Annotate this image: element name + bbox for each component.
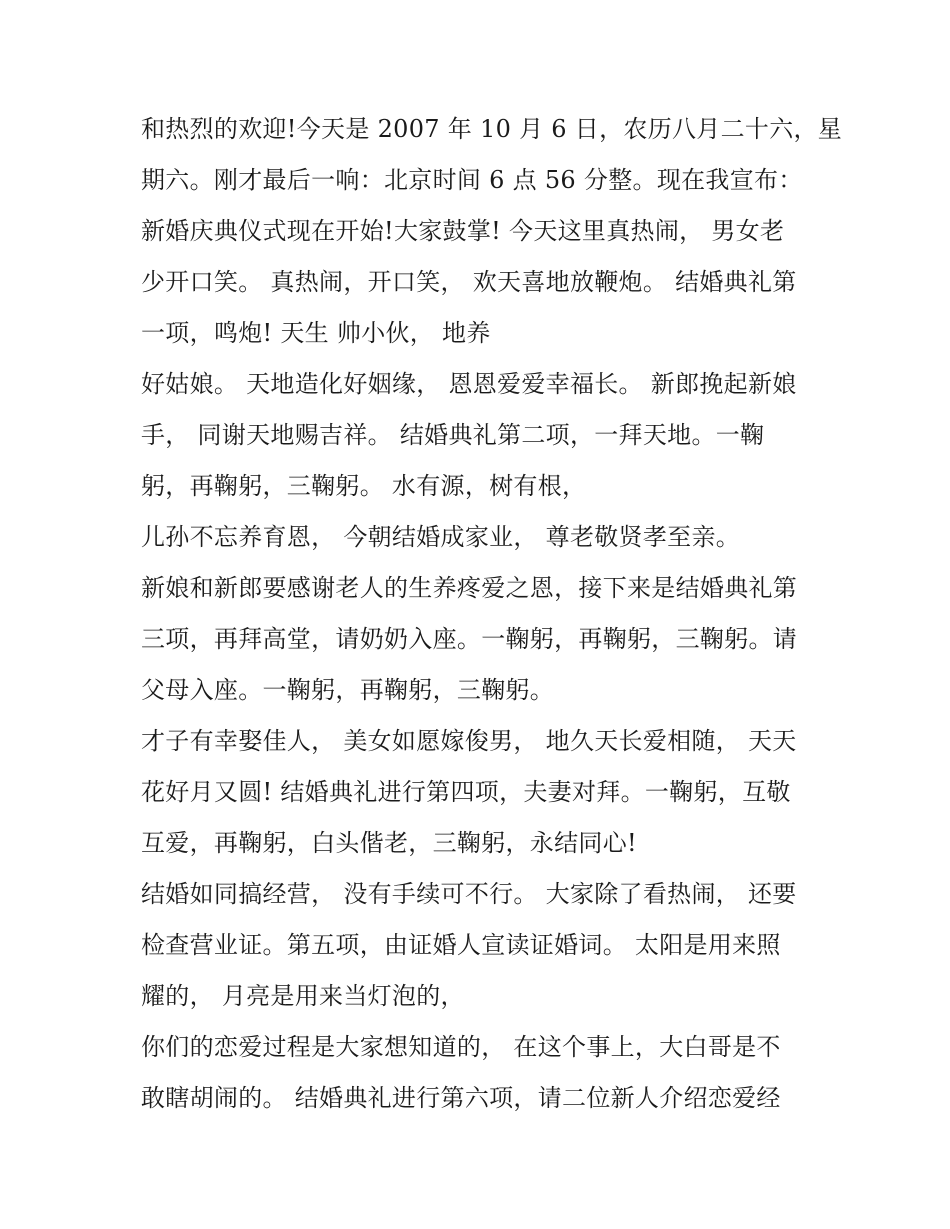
text-line: 少开口笑。 真热闹，开口笑， 欢天喜地放鞭炮。 结婚典礼第 [141, 268, 797, 296]
text-line: 耀的， 月亮是用来当灯泡的， [141, 982, 465, 1010]
text-line: 手， 同谢天地赐吉祥。 结婚典礼第二项，一拜天地。一鞠 [141, 421, 765, 449]
text-line: 结婚如同搞经营， 没有手续可不行。 大家除了看热闹， 还要 [141, 880, 797, 908]
text-line: 好姑娘。 天地造化好姻缘， 恩恩爱爱幸福长。 新郎挽起新娘 [141, 370, 797, 398]
text-line: 三项，再拜高堂，请奶奶入座。一鞠躬，再鞠躬，三鞠躬。请 [141, 625, 798, 653]
text-line: 儿孙不忘养育恩， 今朝结婚成家业， 尊老敬贤孝至亲。 [141, 523, 741, 551]
document-body-text [141, 104, 843, 1124]
text-line: 和热烈的欢迎!今天是 2007 年 10 月 6 日，农历八月二十六，星 [141, 115, 843, 143]
text-line: 检查营业证。第五项，由证婚人宣读证婚词。 太阳是用来照 [141, 931, 781, 959]
text-line: 躬，再鞠躬，三鞠躬。 水有源，树有根， [141, 472, 587, 500]
text-line: 你们的恋爱过程是大家想知道的， 在这个事上，大白哥是不 [141, 1033, 781, 1061]
text-line: 一项，鸣炮! 天生 帅小伙， 地养 [141, 319, 491, 347]
text-line: 新婚庆典仪式现在开始!大家鼓掌! 今天这里真热闹， 男女老 [141, 217, 785, 245]
text-line: 互爱，再鞠躬，白头偕老，三鞠躬，永结同心! [141, 829, 637, 857]
text-line: 才子有幸娶佳人， 美女如愿嫁俊男， 地久天长爱相随， 天天 [141, 727, 797, 755]
text-line: 父母入座。一鞠躬，再鞠躬，三鞠躬。 [141, 676, 555, 704]
text-line: 花好月又圆! 结婚典礼进行第四项，夫妻对拜。一鞠躬，互敬 [141, 778, 791, 806]
text-line: 敢瞎胡闹的。 结婚典礼进行第六项，请二位新人介绍恋爱经 [141, 1084, 781, 1112]
text-line: 期六。刚才最后一响：北京时间 6 点 56 分整。现在我宣布： [141, 166, 803, 194]
text-line: 新娘和新郎要感谢老人的生养疼爱之恩，接下来是结婚典礼第 [141, 574, 798, 602]
